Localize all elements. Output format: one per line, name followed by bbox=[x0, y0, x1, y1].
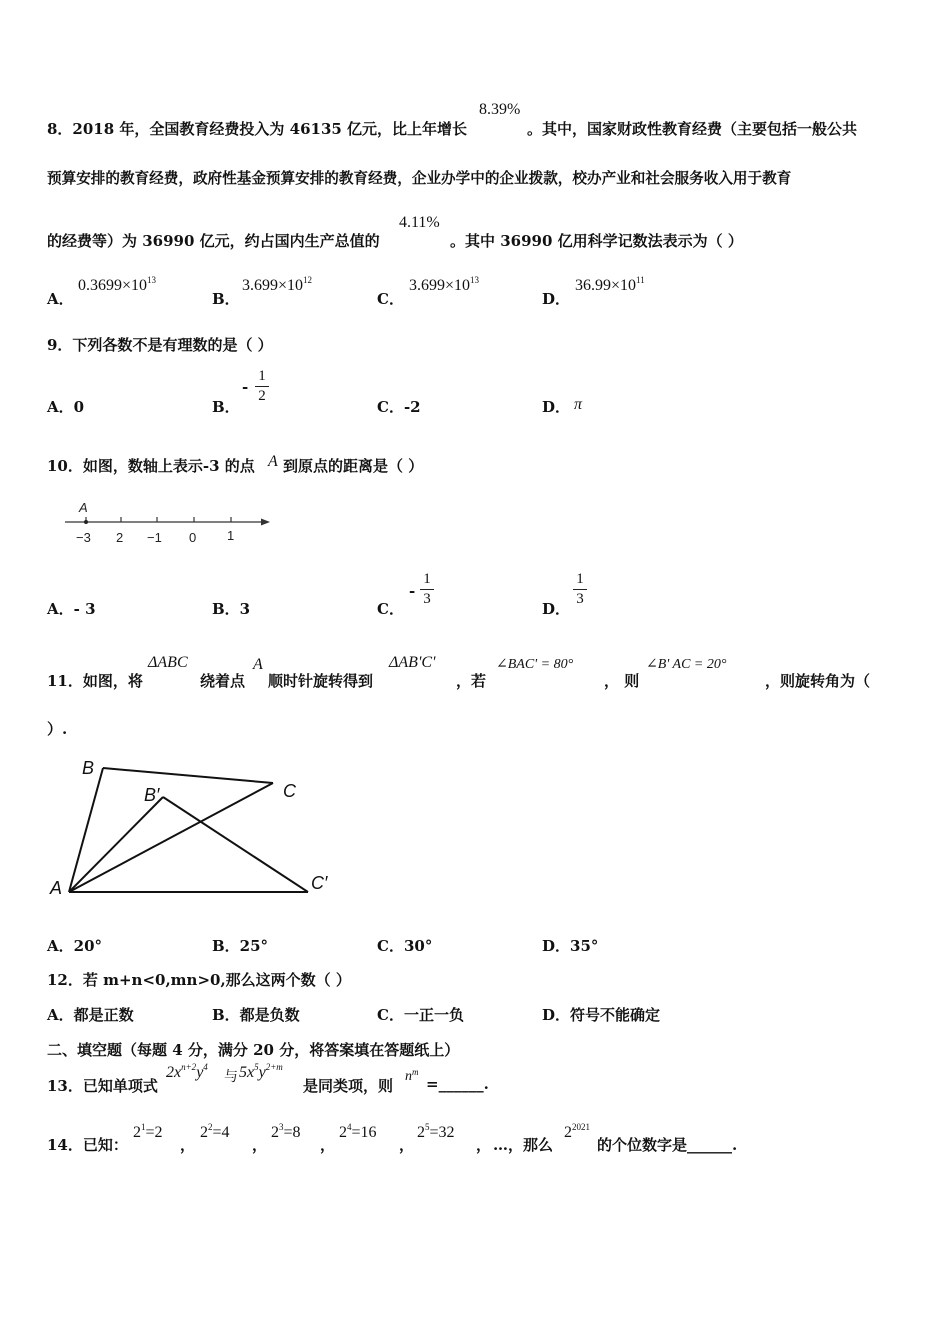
point-a-label: A bbox=[79, 500, 88, 515]
q9-option-b-sign: - bbox=[242, 378, 249, 396]
q8-line2: 预算安排的教育经费，政府性基金预算安排的教育经费，企业办学中的企业拨款，校办产业和社会服务收入用于教育 bbox=[47, 170, 792, 187]
q9-b-denominator: 2 bbox=[258, 388, 266, 404]
section-2-heading: 二、填空题（每题 4 分，满分 20 分，将答案填在答题纸上） bbox=[47, 1041, 460, 1059]
q14-sep-1: ， bbox=[180, 1136, 196, 1154]
q9-stem: 9．下列各数不是有理数的是（ ） bbox=[47, 336, 273, 354]
fraction-bar bbox=[573, 589, 587, 590]
q8-line1-pre: 8．2018 年，全国教育经费投入为 46135 亿元，比上年增长 bbox=[47, 120, 468, 138]
q10-option-c-sign: - bbox=[409, 582, 416, 600]
q13-term1: $2x^{n+2}y^4$ bbox=[166, 1062, 208, 1081]
q8-line1-post: 。其中，国家财政性教育经费（主要包括一般公共 bbox=[527, 120, 858, 138]
q9-b-numerator: 1 bbox=[258, 368, 266, 384]
q11-angle1: ∠BAC' = 80° bbox=[496, 657, 574, 672]
q10-option-a: A．- 3 bbox=[47, 600, 96, 618]
rotation-triangle-figure bbox=[40, 750, 340, 910]
q11-p6: ，则旋转角为（ bbox=[765, 672, 871, 690]
q9-option-a: A．0 bbox=[47, 398, 85, 416]
q13-answer-blank[interactable]: =______. bbox=[426, 1075, 489, 1093]
q9-option-d-pi: π bbox=[574, 396, 583, 413]
q11-p7: ）. bbox=[47, 720, 68, 738]
q10-d-numerator: 1 bbox=[576, 571, 584, 587]
q12-option-b: B．都是负数 bbox=[212, 1006, 300, 1024]
q11-p4: ，若 bbox=[456, 672, 487, 690]
segment-bc bbox=[103, 768, 273, 783]
q10-stem-var: A bbox=[268, 453, 278, 470]
q14-eq-2: $2^2=4$ bbox=[200, 1122, 230, 1141]
q11-option-c: C．30° bbox=[377, 937, 433, 955]
q14-sep-2: ， bbox=[252, 1136, 268, 1154]
q11-p1: 11．如图，将 bbox=[47, 672, 143, 690]
q14-dots: …，那么 bbox=[493, 1136, 554, 1154]
q10-stem-post: 到原点的距离是（ ） bbox=[283, 457, 424, 475]
q13-post: 是同类项，则 bbox=[303, 1077, 394, 1095]
q8-line1-text bbox=[47, 118, 467, 139]
q10-option-b: B．3 bbox=[212, 600, 251, 618]
q12-option-d: D．符号不能确定 bbox=[542, 1006, 661, 1024]
segment-ab-prime bbox=[69, 797, 163, 892]
q14-eq-3: $2^3=8$ bbox=[271, 1122, 301, 1141]
q10-d-denominator: 3 bbox=[576, 591, 584, 607]
q9-option-b-fraction bbox=[255, 368, 269, 405]
q14-power-2021: $2^{2021}$ bbox=[564, 1122, 590, 1141]
q10-option-d-label: D． bbox=[542, 600, 571, 618]
q8-pct2: 4.11% bbox=[399, 214, 440, 231]
tick-label-neg3: −3 bbox=[76, 530, 91, 545]
q11-option-b: B．25° bbox=[212, 937, 269, 955]
q14-answer-blank[interactable]: 的个位数字是______. bbox=[597, 1136, 738, 1154]
segment-ca bbox=[69, 783, 273, 892]
number-line-arrow bbox=[261, 519, 270, 526]
point-a-marker bbox=[84, 520, 88, 524]
q9-option-d-label: D． bbox=[542, 398, 571, 416]
q13-mid: 与 bbox=[224, 1069, 238, 1085]
q14-sep-3: ， bbox=[320, 1136, 336, 1154]
q14-eq-5: $2^5=32$ bbox=[417, 1122, 455, 1141]
q10-option-c-fraction bbox=[420, 571, 434, 608]
q14-eq-1: $2^1=2$ bbox=[133, 1122, 163, 1141]
q11-point-a: A bbox=[253, 656, 263, 673]
q12-option-a: A．都是正数 bbox=[47, 1006, 134, 1024]
q8-option-a-value: $0.3699\times 10^{13}$ bbox=[78, 275, 157, 294]
tick-label-one: 1 bbox=[227, 528, 235, 543]
vertex-c-prime-label: C′ bbox=[311, 873, 328, 893]
vertex-b-label: B bbox=[82, 758, 95, 778]
fraction-bar bbox=[255, 386, 269, 387]
tick-label-neg1: −1 bbox=[147, 530, 162, 545]
q10-c-numerator: 1 bbox=[423, 571, 431, 587]
q10-option-d-fraction bbox=[573, 571, 587, 608]
q8-line3-pre: 的经费等）为 36990 亿元，约占国内生产总值的 bbox=[47, 232, 380, 250]
segment-b-prime-c-prime bbox=[163, 797, 308, 892]
q8-pct1: 8.39% bbox=[479, 101, 521, 118]
q8-option-a-label: A． bbox=[47, 290, 74, 308]
q8-option-d-value: $36.99\times 10^{11}$ bbox=[575, 275, 645, 294]
q11-tri2: ΔAB'C' bbox=[389, 654, 436, 671]
q10-c-denominator: 3 bbox=[423, 591, 431, 607]
q8-option-c-value: $3.699\times 10^{13}$ bbox=[409, 275, 480, 294]
q8-option-b-label: B． bbox=[212, 290, 240, 308]
q13-n-power-m: $n^m$ bbox=[405, 1067, 419, 1084]
q10-stem-pre: 10．如图，数轴上表示-3 的点 bbox=[47, 457, 255, 475]
vertex-a-label: A bbox=[50, 878, 63, 898]
q8-option-c-label: C． bbox=[377, 290, 404, 308]
q13-pre: 13．已知单项式 bbox=[47, 1077, 158, 1095]
vertex-c-label: C bbox=[283, 781, 296, 801]
q11-p2: 绕着点 bbox=[200, 672, 246, 690]
q14-eq-4: $2^4=16$ bbox=[339, 1122, 377, 1141]
q14-sep-4: ， bbox=[399, 1136, 415, 1154]
q8-line3-post: 。其中 36990 亿用科学记数法表示为（ ） bbox=[450, 232, 743, 250]
q10-option-c-label: C． bbox=[377, 600, 404, 618]
q11-option-a: A．20° bbox=[47, 937, 103, 955]
q9-option-c: C．-2 bbox=[377, 398, 421, 416]
q11-angle2: ∠B' AC = 20° bbox=[646, 657, 727, 672]
q12-stem: 12．若 m+n<0,mn>0,那么这两个数（ ） bbox=[47, 971, 351, 989]
q11-p3: 顺时针旋转得到 bbox=[268, 672, 374, 690]
q11-tri1: ΔABC bbox=[148, 654, 188, 671]
q8-option-d-label: D． bbox=[542, 290, 571, 308]
q11-option-d: D．35° bbox=[542, 937, 599, 955]
number-line-figure bbox=[60, 498, 290, 558]
q14-sep-5: ， bbox=[476, 1136, 492, 1154]
q14-pre: 14．已知： bbox=[47, 1136, 128, 1154]
q9-option-b-label: B． bbox=[212, 398, 240, 416]
fraction-bar bbox=[420, 589, 434, 590]
q12-option-c: C．一正一负 bbox=[377, 1006, 464, 1024]
q13-term2: $5x^5y^{2+m}$ bbox=[239, 1062, 283, 1081]
vertex-b-prime-label: B′ bbox=[144, 785, 160, 805]
tick-label-neg2: 2 bbox=[116, 530, 124, 545]
q11-p5: ， 则 bbox=[604, 672, 640, 690]
q8-option-b-value: $3.699\times 10^{12}$ bbox=[242, 275, 313, 294]
tick-label-zero: 0 bbox=[189, 530, 197, 545]
